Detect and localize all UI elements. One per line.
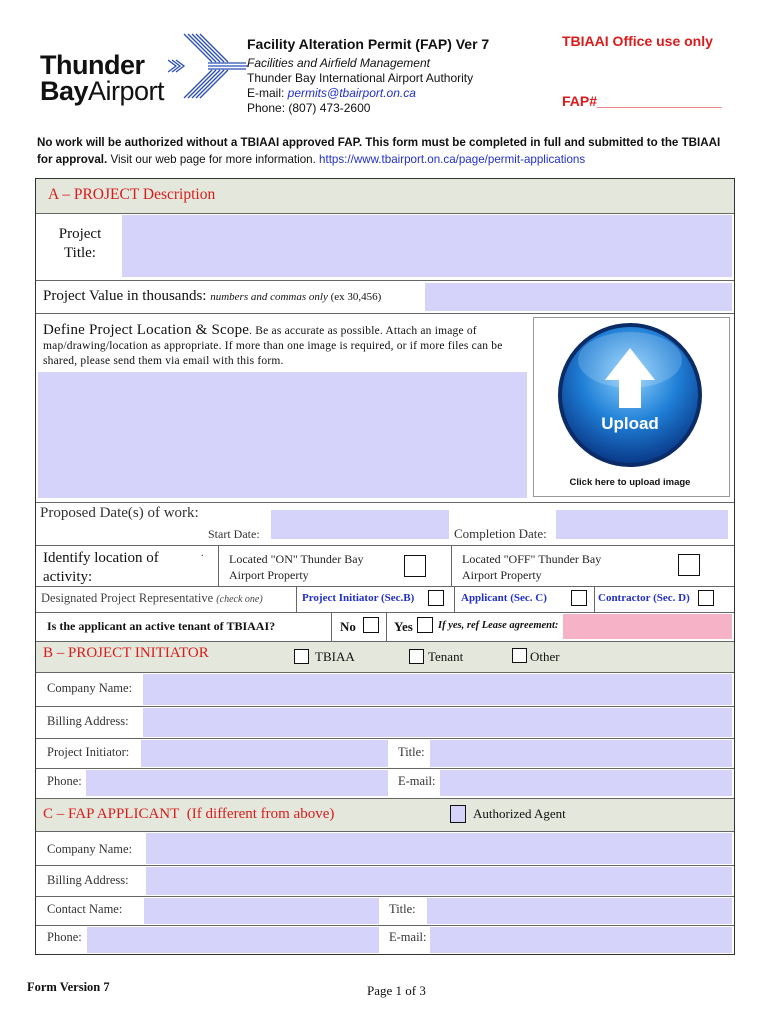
completion-date-field[interactable]: [556, 510, 728, 539]
b-billing-label: Billing Address:: [47, 714, 129, 728]
proposed-dates-label: Proposed Date(s) of work:: [40, 505, 199, 521]
project-value-label-text: Project Value in thousands:: [43, 288, 211, 304]
project-value-hint: numbers and commas only: [210, 291, 328, 303]
authorized-agent-checkbox[interactable]: [450, 805, 466, 823]
initiator-other-label: Other: [530, 649, 560, 664]
b-phone-field[interactable]: [86, 770, 388, 796]
representative-hint: (check one): [216, 594, 263, 605]
upload-image-button[interactable]: [533, 317, 730, 497]
tenant-question: Is the applicant an active tenant of TBIAAI?: [47, 619, 276, 633]
project-value-label: [43, 288, 381, 305]
section-c-heading: [43, 806, 334, 823]
located-on-label: [229, 551, 364, 583]
c-phone-label: Phone:: [47, 930, 82, 944]
tenant-yes-label: Yes: [394, 619, 413, 634]
upload-button-text: Upload: [601, 414, 659, 433]
email-link[interactable]: permits@tbairport.on.ca: [287, 86, 416, 100]
c-email-label: E-mail:: [389, 930, 427, 944]
b-billing-field[interactable]: [143, 708, 732, 737]
notice-text: [37, 134, 737, 168]
logo: [40, 30, 240, 110]
fap-number-label: FAP#________________: [562, 93, 722, 109]
located-off-label: [462, 551, 601, 583]
location-scope-text: . Be as accurate as possible. Attach an image of map/drawing/location as appropriate. If more than one image is required, or if more files can be shared, please send them via email with this form.: [43, 325, 503, 367]
section-a-heading: A – PROJECT Description: [48, 186, 216, 203]
completion-date-label: Completion Date:: [454, 526, 547, 541]
form-version: Form Version 7: [27, 980, 110, 994]
rep-applicant-checkbox[interactable]: [571, 590, 587, 606]
rep-initiator-checkbox[interactable]: [428, 590, 444, 606]
c-billing-label: Billing Address:: [47, 873, 129, 887]
tenant-yes-checkbox[interactable]: [417, 617, 433, 633]
location-scope-label: [43, 323, 523, 369]
initiator-tbiaa-checkbox[interactable]: [294, 649, 309, 664]
project-value-field[interactable]: [425, 283, 732, 311]
c-email-field[interactable]: [430, 927, 732, 953]
c-contact-label: Contact Name:: [47, 902, 123, 916]
b-title-field[interactable]: [430, 740, 732, 767]
contact-phone: Phone: (807) 473-2600: [247, 101, 371, 115]
located-off-checkbox[interactable]: [678, 554, 700, 576]
rep-initiator-label: Project Initiator (Sec.B): [302, 592, 415, 604]
b-company-field[interactable]: [143, 674, 732, 705]
project-title-field[interactable]: [122, 215, 732, 277]
identify-dot: .: [201, 548, 204, 559]
location-scope-field[interactable]: [38, 372, 527, 498]
logo-word-airport: Airport: [88, 76, 165, 106]
project-title-label-line1: Project: [58, 226, 102, 242]
office-use-label: TBIAAI Office use only: [562, 33, 713, 49]
identify-location-line1: Identify location of: [43, 550, 159, 566]
upload-arrow-icon: [555, 320, 705, 470]
representative-label: [41, 591, 263, 606]
identify-location-line2: activity:: [43, 569, 93, 585]
b-email-field[interactable]: [440, 770, 732, 796]
location-scope-bold: Define Project Location & Scope: [43, 322, 250, 338]
form-title: Facility Alteration Permit (FAP) Ver 7: [247, 36, 490, 52]
project-value-example: (ex 30,456): [327, 291, 382, 303]
section-c-heading-text: C – FAP APPLICANT: [43, 806, 180, 822]
authorized-agent-label: Authorized Agent: [473, 806, 566, 821]
lease-agreement-field[interactable]: [563, 614, 732, 639]
b-title-label: Title:: [398, 745, 425, 759]
rep-contractor-label: Contractor (Sec. D): [598, 592, 690, 604]
located-off-line2: Airport Property: [462, 568, 542, 582]
located-on-line2: Airport Property: [229, 568, 309, 582]
b-email-label: E-mail:: [398, 774, 436, 788]
representative-label-text: Designated Project Representative: [41, 591, 217, 605]
initiator-tbiaa-label: TBIAA: [315, 649, 355, 664]
logo-word-bayairport: [40, 76, 164, 107]
airplane-logo-icon: [168, 30, 250, 102]
form-subtitle: Facilities and Airfield Management: [247, 56, 430, 70]
notice-plain: Visit our web page for more information.: [107, 153, 320, 166]
c-contact-field[interactable]: [144, 898, 379, 924]
email-label: E-mail:: [247, 86, 288, 100]
c-title-label: Title:: [389, 902, 416, 916]
page-number: Page 1 of 3: [367, 983, 426, 998]
c-company-field[interactable]: [146, 833, 732, 864]
b-company-label: Company Name:: [47, 681, 133, 695]
c-billing-field[interactable]: [146, 867, 732, 895]
b-initiator-field[interactable]: [141, 740, 388, 767]
notice-bold: No work will be authorized without a TBIAAI approved FAP. This form must be completed in full and submitted to the TBIAAI for approval.: [37, 136, 721, 166]
identify-location-label: [43, 549, 159, 587]
rep-contractor-checkbox[interactable]: [698, 590, 714, 606]
located-on-checkbox[interactable]: [404, 555, 426, 577]
located-on-line1: Located "ON" Thunder Bay: [229, 552, 364, 566]
project-title-label: [40, 225, 120, 263]
start-date-label: Start Date:: [208, 527, 260, 541]
logo-word-thunder: Thunder: [40, 50, 145, 80]
b-phone-label: Phone:: [47, 774, 82, 788]
permit-web-link[interactable]: https://www.tbairport.on.ca/page/permit-applications: [319, 153, 586, 166]
section-c-heading-note: (If different from above): [186, 806, 335, 822]
initiator-tenant-label: Tenant: [428, 649, 464, 664]
org-name: Thunder Bay International Airport Authority: [247, 71, 474, 85]
section-b-heading: B – PROJECT INITIATOR: [43, 645, 209, 661]
located-off-line1: Located "OFF" Thunder Bay: [462, 552, 602, 566]
initiator-other-checkbox[interactable]: [512, 648, 527, 663]
logo-word-bay: Bay: [40, 76, 89, 106]
c-phone-field[interactable]: [87, 927, 379, 953]
contact-email: [247, 86, 416, 100]
start-date-field[interactable]: [271, 510, 449, 539]
b-initiator-label: Project Initiator:: [47, 745, 130, 759]
upload-caption: Click here to upload image: [569, 477, 691, 488]
c-title-field[interactable]: [427, 898, 732, 924]
rep-applicant-label: Applicant (Sec. C): [461, 592, 547, 604]
c-company-label: Company Name:: [47, 842, 133, 856]
lease-hint: If yes, ref Lease agreement:: [438, 620, 559, 631]
tenant-no-label: No: [340, 619, 356, 634]
initiator-tenant-checkbox[interactable]: [409, 649, 424, 664]
tenant-no-checkbox[interactable]: [363, 617, 379, 633]
project-title-label-line2: Title:: [64, 245, 96, 261]
